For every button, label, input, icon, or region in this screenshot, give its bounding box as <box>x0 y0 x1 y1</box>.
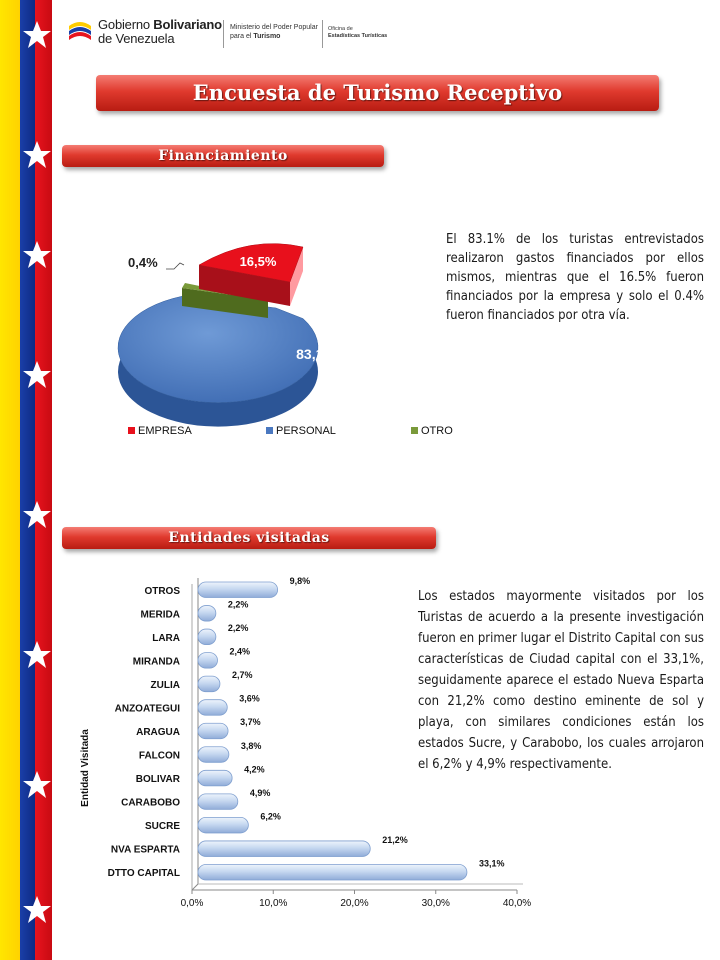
bar <box>198 700 227 716</box>
bar-data-label: 6,2% <box>260 811 281 822</box>
bar-data-label: 3,7% <box>240 717 261 728</box>
pie-slice-personal <box>118 296 318 402</box>
bar <box>198 841 370 857</box>
legend-swatch-otro <box>411 427 418 434</box>
category-label: SUCRE <box>144 821 180 833</box>
star-icon <box>22 140 52 170</box>
category-label: ARAGUA <box>136 727 180 738</box>
header <box>66 14 406 54</box>
category-label: ANZOATEGUI <box>114 703 180 715</box>
bar-data-label: 21,2% <box>382 834 408 845</box>
bar <box>198 653 218 669</box>
bar-data-label: 4,9% <box>249 787 271 798</box>
bar-data-label: 2,7% <box>231 670 253 681</box>
x-tick-label: 30,0% <box>421 898 450 909</box>
category-label: MIRANDA <box>132 656 180 668</box>
legend-label-otro: OTRO <box>421 425 453 437</box>
bar-data-label: 4,2% <box>244 764 265 775</box>
bar <box>198 676 220 692</box>
category-label: NVA ESPARTA <box>110 844 180 856</box>
pie-label-leader <box>166 263 184 269</box>
category-label: MERIDA <box>140 609 180 621</box>
category-label: BOLIVAR <box>135 774 180 786</box>
section-title-financing: Financiamiento <box>62 145 384 167</box>
ministry-name: Ministerio del Poder Popular para el Turismo <box>230 24 318 40</box>
star-icon <box>22 20 52 50</box>
bar <box>198 606 216 622</box>
category-label: CARABOBO <box>121 797 180 809</box>
star-icon <box>22 240 52 270</box>
bar-data-label: 2,2% <box>227 623 249 634</box>
pie-label-empresa: 16,5% <box>239 254 277 269</box>
category-label: ZULIA <box>150 679 180 691</box>
bar <box>198 770 232 786</box>
flag-yellow <box>0 0 20 960</box>
bar-data-label: 2,4% <box>229 646 251 657</box>
legend-swatch-empresa <box>128 427 135 434</box>
star-icon <box>22 360 52 390</box>
entities-description: Los estados mayormente visitados por los Turistas de acuerdo a la presente investigación fueron en primer lugar el Distrito Capital con sus características de Ciudad capital con el 33,1%, seguidamente aparece el estado Nueva Esparta con 21,2% como destino eminente de sol y playa, con similares condiciones están los estados Sucre, y Carabobo, los cuales arrojaron el 6,2% y 4,9% respectivamente. <box>418 589 704 772</box>
bar <box>198 794 238 810</box>
x-tick-label: 40,0% <box>502 898 532 909</box>
bar-data-label: 2,2% <box>227 599 249 610</box>
pie-label-personal: 83,1% <box>296 346 336 362</box>
bar <box>198 747 229 763</box>
star-icon <box>22 500 52 530</box>
bar-data-label: 3,8% <box>240 740 262 751</box>
x-tick-label: 20,0% <box>340 898 369 909</box>
government-logo-icon <box>66 18 94 48</box>
page-title: Encuesta de Turismo Receptivo <box>96 75 659 111</box>
x-tick-label: 10,0% <box>259 898 288 909</box>
legend-swatch-personal <box>266 427 273 434</box>
bar-data-label: 33,1% <box>478 858 505 869</box>
category-label: FALCON <box>138 750 180 762</box>
flag-stripe <box>0 0 52 960</box>
pie-label-otro: 0,4% <box>128 255 158 270</box>
header-divider <box>322 20 323 48</box>
star-icon <box>22 895 52 925</box>
legend-label-empresa: EMPRESA <box>138 425 192 437</box>
header-divider <box>223 20 224 48</box>
financing-pie-chart <box>100 225 453 450</box>
government-name: Gobierno Bolivariano de Venezuela <box>98 17 222 46</box>
bar <box>198 582 278 598</box>
office-name: Oficina de Estadísticas Turísticas <box>328 26 388 39</box>
section-title-entities: Entidades visitadas <box>62 527 436 549</box>
bar-data-label: 3,6% <box>239 693 260 704</box>
bar <box>198 864 467 880</box>
y-axis-label: Entidad Visitada <box>80 729 91 807</box>
category-label: DTTO CAPITAL <box>107 868 180 880</box>
bar-data-label: 9,8% <box>289 576 311 587</box>
bar <box>198 629 216 645</box>
bar <box>198 723 228 739</box>
category-label: OTROS <box>144 585 180 597</box>
x-tick-label: 0,0% <box>180 898 204 909</box>
bar <box>198 817 248 833</box>
legend-label-personal: PERSONAL <box>276 425 336 437</box>
star-icon <box>22 770 52 800</box>
axis-corner-line <box>192 884 198 890</box>
financing-description: El 83.1% de los turistas entrevistados realizaron gastos financiados por ellos mismos, mientras que el 16.5% fueron financiados por la empresa y solo el 0.4% fueron financiados por otra vía. <box>446 232 704 323</box>
star-icon <box>22 640 52 670</box>
category-label: LARA <box>152 632 180 644</box>
